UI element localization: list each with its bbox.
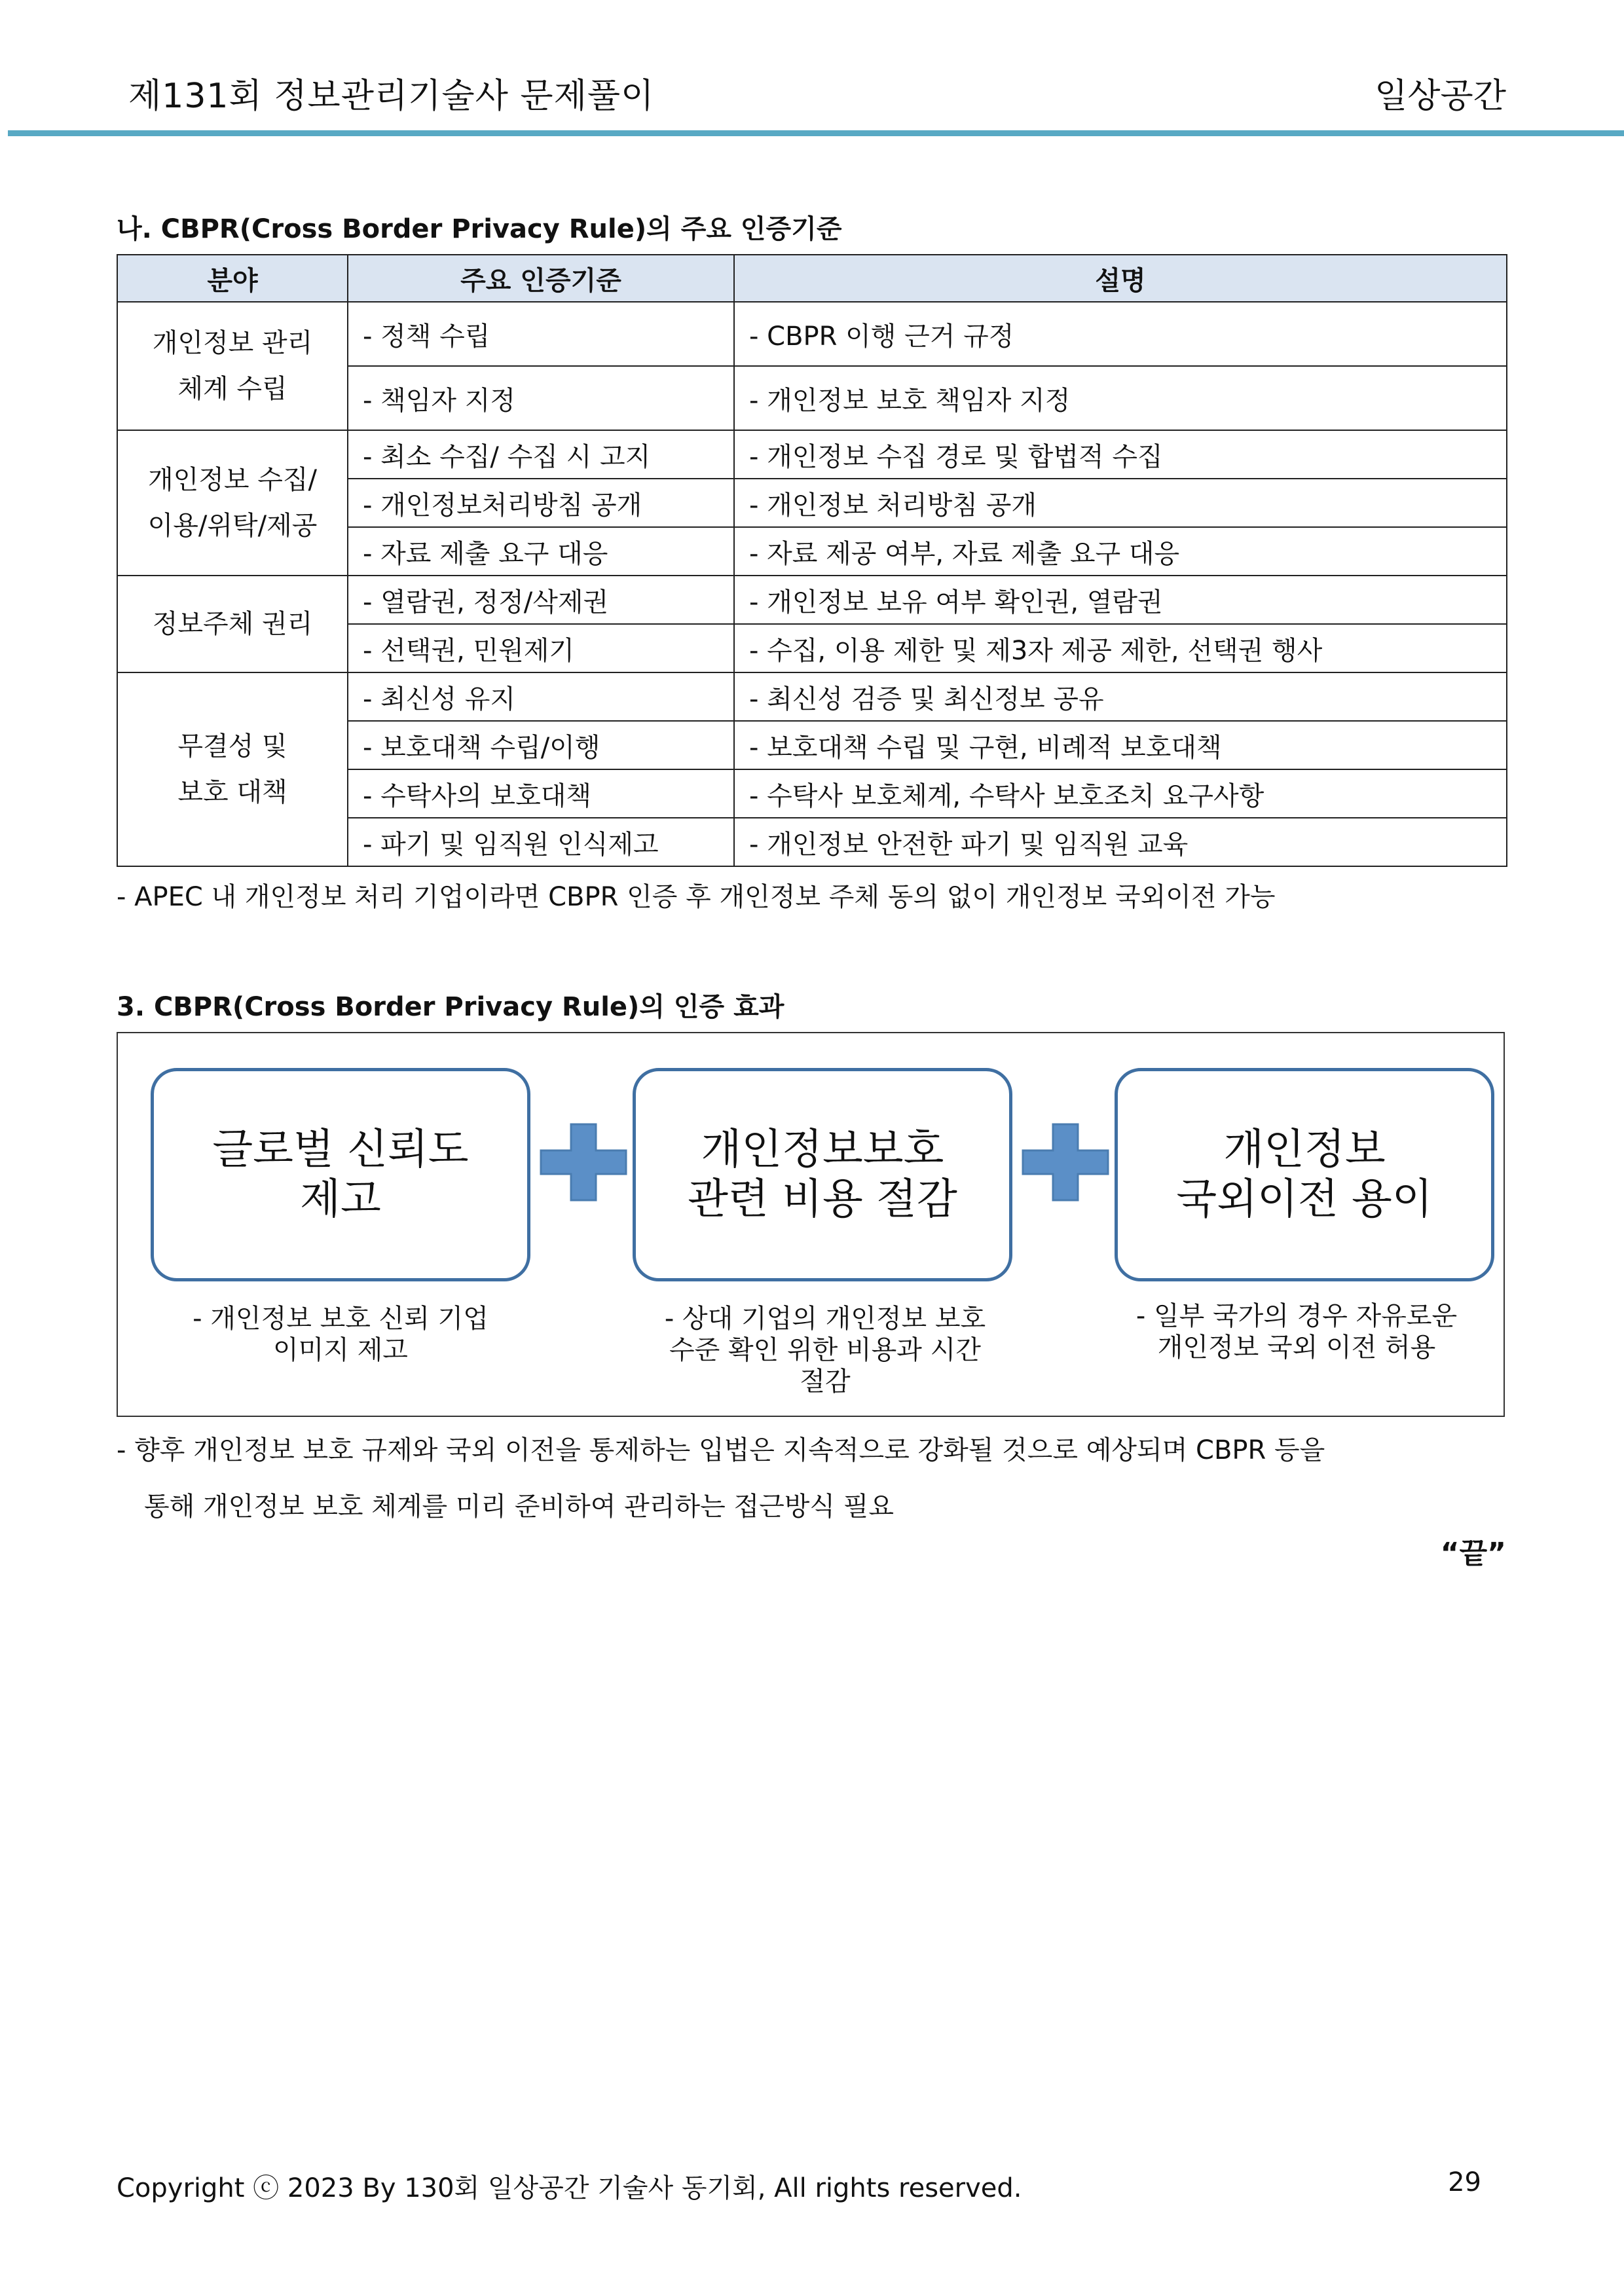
category-line: 개인정보 관리 <box>152 328 313 358</box>
caption-line: - 일부 국가의 경우 자유로운 <box>1135 1301 1458 1331</box>
footer-copyright: Copyright ⓒ 2023 By 130회 일상공간 기술사 동기회, All rights reserved. <box>117 2173 1022 2203</box>
table-row <box>117 672 1507 721</box>
category-cell <box>117 576 348 672</box>
table-row <box>117 302 1507 366</box>
effect-title-line: 국외이전 용이 <box>1176 1175 1433 1224</box>
description-cell: - 수탁사 보호체계, 수탁사 보호조치 요구사항 <box>734 769 1507 818</box>
category-line: 이용/위탁/제공 <box>147 511 318 541</box>
document-title: 제131회 정보관리기술사 문제풀이 <box>128 77 655 116</box>
category-cell <box>117 430 348 576</box>
description-cell: - CBPR 이행 근거 규정 <box>734 302 1507 366</box>
description-cell: - 개인정보 안전한 파기 및 임직원 교육 <box>734 818 1507 866</box>
category-line: 보호 대책 <box>177 777 287 807</box>
effect-caption-global-trust <box>144 1303 537 1366</box>
caption-line: 수준 확인 위한 비용과 시간 <box>669 1335 981 1365</box>
plus-icon <box>1022 1123 1109 1202</box>
plus-icon <box>540 1123 627 1202</box>
criteria-cell: - 최신성 유지 <box>348 672 734 721</box>
effect-box-global-trust <box>151 1068 530 1281</box>
effect-title-line: 개인정보보호 <box>701 1126 944 1174</box>
criteria-cell: - 정책 수립 <box>348 302 734 366</box>
category-line: 체계 수립 <box>177 374 287 404</box>
header-cell-category: 분야 <box>117 255 348 302</box>
criteria-cell: - 자료 제출 요구 대응 <box>348 527 734 576</box>
category-line: 무결성 및 <box>177 731 287 762</box>
description-cell: - 개인정보 보유 여부 확인권, 열람권 <box>734 576 1507 624</box>
description-cell: - 개인정보 보호 책임자 지정 <box>734 366 1507 430</box>
category-cell <box>117 302 348 430</box>
criteria-cell: - 수탁사의 보호대책 <box>348 769 734 818</box>
conclusion-note <box>117 1422 1506 1535</box>
description-cell: - 개인정보 수집 경로 및 합법적 수집 <box>734 430 1507 479</box>
criteria-table <box>117 254 1507 867</box>
effect-caption-cross-border-transfer <box>1094 1300 1500 1363</box>
section-na-title: 나. CBPR(Cross Border Privacy Rule)의 주요 인증기준 <box>117 214 842 244</box>
effect-title-line: 관련 비용 절감 <box>688 1175 957 1224</box>
caption-line: - 개인정보 보호 신뢰 기업 <box>193 1304 489 1334</box>
description-cell: - 보호대책 수립 및 구현, 비례적 보호대책 <box>734 721 1507 769</box>
description-cell: - 개인정보 처리방침 공개 <box>734 479 1507 527</box>
document-brand: 일상공간 <box>1375 77 1506 116</box>
description-cell: - 자료 제공 여부, 자료 제출 요구 대응 <box>734 527 1507 576</box>
category-line: 정보주체 권리 <box>152 609 313 639</box>
effect-box-cross-border-transfer <box>1115 1068 1494 1281</box>
page-number: 29 <box>1448 2167 1481 2197</box>
caption-line: - 상대 기업의 개인정보 보호 <box>664 1304 986 1334</box>
header-cell-criteria: 주요 인증기준 <box>348 255 734 302</box>
conclusion-line: 통해 개인정보 보호 체계를 미리 준비하여 관리하는 접근방식 필요 <box>144 1492 894 1522</box>
criteria-cell: - 파기 및 임직원 인식제고 <box>348 818 734 866</box>
table-row <box>117 576 1507 624</box>
criteria-cell: - 선택권, 민원제기 <box>348 624 734 672</box>
caption-line: 이미지 제고 <box>273 1335 408 1365</box>
category-cell <box>117 672 348 866</box>
criteria-cell: - 열람권, 정정/삭제권 <box>348 576 734 624</box>
effect-caption-cost-reduction <box>616 1303 1035 1397</box>
header-divider <box>8 130 1624 136</box>
effect-box-cost-reduction <box>633 1068 1012 1281</box>
effect-title-line: 개인정보 <box>1223 1126 1386 1174</box>
section-3-title: 3. CBPR(Cross Border Privacy Rule)의 인증 효과 <box>117 992 784 1022</box>
criteria-cell: - 책임자 지정 <box>348 366 734 430</box>
caption-line: 절감 <box>800 1367 851 1397</box>
conclusion-line: - 향후 개인정보 보호 규제와 국외 이전을 통제하는 입법은 지속적으로 강화될 것으로 예상되며 CBPR 등을 <box>117 1435 1325 1465</box>
table-row <box>117 430 1507 479</box>
end-mark: “끝” <box>1440 1537 1506 1570</box>
apec-note: - APEC 내 개인정보 처리 기업이라면 CBPR 인증 후 개인정보 주체 동의 없이 개인정보 국외이전 가능 <box>117 882 1276 912</box>
criteria-cell: - 개인정보처리방침 공개 <box>348 479 734 527</box>
table-header-row <box>117 255 1507 302</box>
effects-diagram <box>117 1032 1505 1417</box>
description-cell: - 최신성 검증 및 최신정보 공유 <box>734 672 1507 721</box>
criteria-cell: - 최소 수집/ 수집 시 고지 <box>348 430 734 479</box>
category-line: 개인정보 수집/ <box>147 465 318 495</box>
effect-title-line: 글로벌 신뢰도 <box>212 1126 469 1174</box>
description-cell: - 수집, 이용 제한 및 제3자 제공 제한, 선택권 행사 <box>734 624 1507 672</box>
criteria-cell: - 보호대책 수립/이행 <box>348 721 734 769</box>
header-cell-description: 설명 <box>734 255 1507 302</box>
caption-line: 개인정보 국외 이전 허용 <box>1157 1332 1436 1363</box>
effect-title-line: 제고 <box>300 1175 381 1224</box>
